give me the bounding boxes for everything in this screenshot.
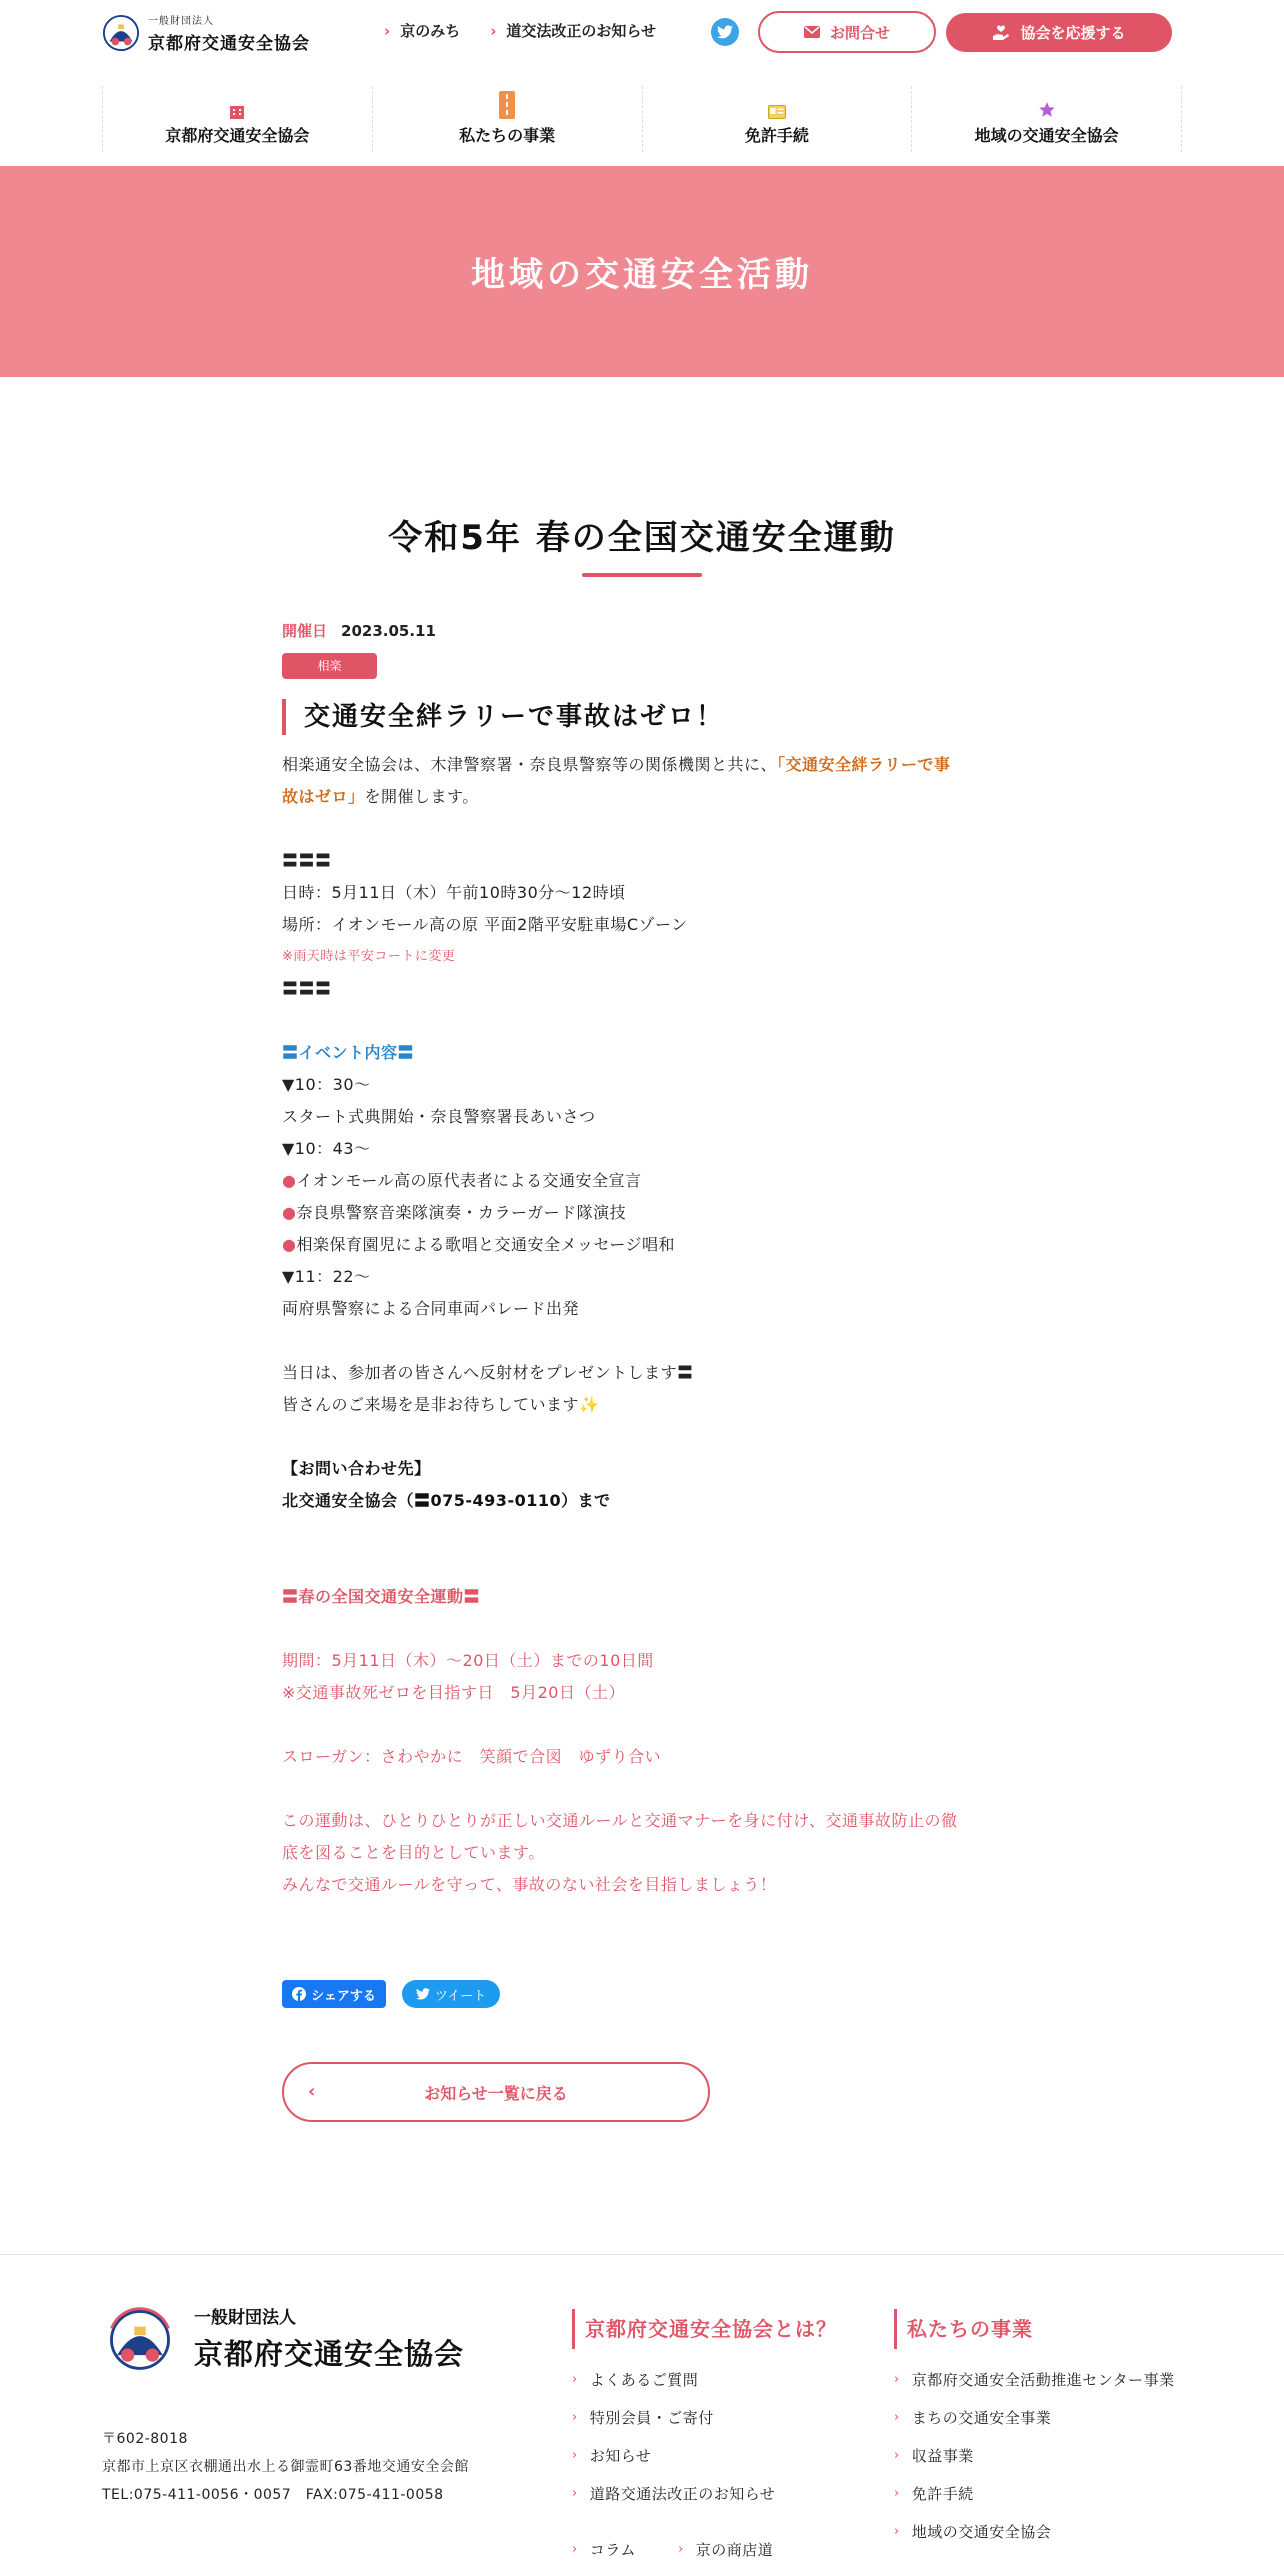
postal-code: 〒602-8018 [102, 2431, 188, 2447]
chevron-right-icon: › [572, 2410, 578, 2425]
footer-col-heading: 京都府交通安全協会とは？ [572, 2309, 837, 2349]
footer-col-heading: 私たちの事業 [894, 2309, 1175, 2349]
footer-logo[interactable] [102, 2299, 464, 2377]
footer-logo-subtitle: 一般財団法人 [194, 2308, 296, 2328]
footer-link-news[interactable] [572, 2437, 837, 2475]
toplink-kyo-no-michi[interactable] [384, 20, 460, 41]
campaign-purpose: この運動は、ひとりひとりが正しい交通ルールと交通マナーを身に付け、交通事故防止の徹 [282, 1811, 958, 1830]
spacer [282, 1709, 1002, 1741]
twitter-icon [416, 1988, 430, 2000]
chevron-right-icon: › [894, 2524, 900, 2539]
star-icon [1038, 93, 1056, 119]
spacer [282, 1517, 1002, 1549]
logo-title: 京都府交通安全協会 [148, 34, 310, 54]
present-text: 当日は、参加者の皆さんへ反射材をプレゼントします〓 [282, 1363, 694, 1382]
intro-line-2 [282, 781, 1002, 813]
footer-link-column[interactable] [572, 2531, 636, 2568]
support-label: 協会を応援する [1020, 24, 1126, 42]
footer-link-label: 京都府交通安全活動推進センター事業 [911, 2371, 1175, 2389]
schedule-time: ▼11：22～ [282, 1267, 371, 1286]
contact-button[interactable] [758, 11, 936, 53]
chevron-right-icon: › [384, 21, 391, 40]
inquiry-heading: 【お問い合わせ先】 [282, 1459, 431, 1478]
footer-col-about [572, 2309, 837, 2568]
schedule-time: ▼10：43～ [282, 1139, 371, 1158]
spacer [282, 1549, 1002, 1581]
nav-item-projects[interactable] [373, 86, 643, 152]
spacer [282, 813, 1002, 845]
campaign-purpose: 底を図ることを目的としています。 [282, 1843, 545, 1862]
global-nav [102, 86, 1182, 152]
chevron-right-icon: › [894, 2372, 900, 2387]
spring-campaign-heading: 〓春の全国交通安全運動〓 [282, 1587, 481, 1606]
building-icon [229, 93, 245, 119]
footer-link-label: お知らせ [589, 2447, 652, 2465]
footer-link-center[interactable] [894, 2361, 1175, 2399]
twitter-button[interactable] [711, 18, 739, 46]
invitation-text: 皆さんのご来場を是非お待ちしています✨ [282, 1395, 600, 1414]
campaign-zero-day: ※交通事故死ゼロを目指す日 5月20日（土） [282, 1683, 625, 1702]
spacer [282, 1773, 1002, 1805]
footer-link-label: 地域の交通安全協会 [911, 2523, 1052, 2541]
footer-link-label: まちの交通安全事業 [911, 2409, 1052, 2427]
support-button[interactable] [946, 13, 1172, 52]
nav-label: 地域の交通安全協会 [974, 125, 1119, 145]
area-tag[interactable]: 相楽 [282, 653, 377, 679]
event-date-row [282, 620, 1002, 641]
rain-note: ※雨天時は平安コートに変更 [282, 949, 456, 964]
event-name-highlight: 故はゼロ」 [282, 787, 365, 806]
phone-fax: TEL:075-411-0056・0057 FAX:075-411-0058 [102, 2487, 444, 2503]
facebook-share-label: シェアする [311, 1988, 376, 2004]
nav-item-local-associations[interactable] [912, 86, 1182, 152]
event-date-label: 開催日 [282, 622, 328, 640]
footer-link-membership[interactable] [572, 2399, 837, 2437]
intro-text: 相楽通安全協会は、木津警察署・奈良県警察等の関係機関と共に、 [282, 755, 778, 774]
spacer [282, 1325, 1002, 1357]
footer-link-license[interactable] [894, 2475, 1175, 2513]
bullet-icon: ● [282, 1171, 297, 1190]
spacer [282, 1421, 1002, 1453]
title-underline [582, 573, 702, 577]
top-bar [0, 0, 1284, 64]
separator: 〓〓〓 [282, 979, 332, 998]
separator: 〓〓〓 [282, 851, 332, 870]
article-heading: 交通安全絆ラリーで事故はゼロ！ [282, 699, 1002, 735]
road-icon [497, 93, 517, 119]
chevron-right-icon: › [572, 2448, 578, 2463]
footer-link-faq[interactable] [572, 2361, 837, 2399]
campaign-period: 期間：5月11日（木）～20日（土）までの10日間 [282, 1651, 654, 1670]
schedule-item: 両府県警察による合同車両パレード出発 [282, 1299, 580, 1318]
hand-heart-icon [992, 25, 1010, 41]
twitter-share-label: ツイート [434, 1988, 487, 2004]
schedule-bullet [282, 1229, 1002, 1261]
bullet-icon: ● [282, 1203, 297, 1222]
kyoto-ankyo-badge-icon [102, 2299, 178, 2377]
event-content-heading: 〓イベント内容〓 [282, 1043, 415, 1062]
hero-banner [0, 166, 1284, 377]
nav-item-association[interactable] [103, 86, 373, 152]
facebook-icon [292, 1987, 306, 2001]
spacer [282, 1613, 1002, 1645]
article-text [282, 749, 1002, 1901]
footer-col-projects [894, 2309, 1175, 2551]
campaign-call-to-action: みんなで交通ルールを守って、事故のない社会を目指しましょう！ [282, 1875, 777, 1894]
footer-link-revenue[interactable] [894, 2437, 1175, 2475]
footer-link-town-safety[interactable] [894, 2399, 1175, 2437]
event-place: 場所：イオンモール高の原 平面2階平安駐車場Cゾーン [282, 915, 688, 934]
footer-link-label: 道路交通法改正のお知らせ [589, 2485, 776, 2503]
footer-address [102, 2425, 469, 2509]
bullet-text: 奈良県警察音楽隊演奏・カラーガード隊演技 [296, 1203, 627, 1222]
bullet-icon: ● [282, 1235, 297, 1254]
twitter-icon [717, 25, 733, 39]
event-datetime: 日時：5月11日（木）午前10時30分～12時頃 [282, 883, 626, 902]
bullet-text: イオンモール高の原代表者による交通安全宣言 [296, 1171, 642, 1190]
footer-link-label: コラム [589, 2541, 637, 2559]
chevron-right-icon: › [572, 2486, 578, 2501]
schedule-item: スタート式典開始・奈良警察署長あいさつ [282, 1107, 596, 1126]
footer-link-label: 収益事業 [911, 2447, 974, 2465]
schedule-bullet [282, 1165, 1002, 1197]
contact-label: お問合せ [829, 23, 890, 42]
article-body [282, 620, 1002, 1901]
license-card-icon [768, 93, 786, 119]
back-label: お知らせ一覧に戻る [424, 2083, 568, 2103]
nav-item-license[interactable] [643, 86, 913, 152]
back-to-news-button[interactable] [282, 2062, 710, 2122]
envelope-icon [804, 26, 820, 38]
chevron-right-icon: › [572, 2542, 578, 2557]
footer-link-label: 特別会員・ご寄付 [589, 2409, 714, 2427]
chevron-right-icon: › [572, 2372, 578, 2387]
site-logo[interactable] [102, 12, 310, 54]
article-title: 令和5年 春の全国交通安全運動 [388, 518, 896, 558]
footer [0, 2254, 1284, 2568]
footer-link-law-revision[interactable] [572, 2475, 837, 2513]
nav-label: 免許手続 [744, 125, 809, 145]
event-date: 2023.05.11 [341, 622, 436, 640]
chevron-left-icon: ‹ [308, 2081, 316, 2102]
spacer [282, 1005, 1002, 1037]
schedule-time: ▼10：30～ [282, 1075, 371, 1094]
inquiry-contact: 北交通安全協会（〓075-493-0110）まで [282, 1491, 611, 1510]
toplink-label: 京のみち [400, 22, 461, 40]
footer-logo-title: 京都府交通安全協会 [194, 2337, 465, 2371]
footer-link-label: よくあるご質問 [589, 2371, 699, 2389]
intro-suffix: を開催します。 [364, 787, 479, 806]
footer-link-local[interactable] [894, 2513, 1175, 2551]
chevron-right-icon: › [894, 2410, 900, 2425]
kyoto-ankyo-badge-icon [102, 13, 140, 53]
logo-subtitle: 一般財団法人 [148, 16, 214, 27]
intro-line-1 [282, 749, 1002, 781]
footer-link-label: 免許手続 [911, 2485, 974, 2503]
hero-title: 地域の交通安全活動 [471, 255, 813, 295]
footer-link-shops[interactable] [678, 2531, 773, 2568]
chevron-right-icon: › [894, 2486, 900, 2501]
footer-link-label: 京の商店道 [695, 2541, 774, 2559]
share-buttons [282, 1980, 500, 2008]
schedule-bullet [282, 1197, 1002, 1229]
facebook-share-button[interactable] [282, 1980, 386, 2008]
nav-label: 京都府交通安全協会 [165, 125, 310, 145]
twitter-share-button[interactable] [402, 1980, 500, 2008]
chevron-right-icon: › [894, 2448, 900, 2463]
chevron-right-icon: › [490, 21, 497, 40]
campaign-slogan: スローガン：さわやかに 笑顔で合図 ゆずり合い [282, 1747, 662, 1766]
nav-label: 私たちの事業 [459, 125, 556, 145]
toplink-label: 道交法改正のお知らせ [506, 22, 656, 40]
event-name-highlight: 「交通安全絆ラリーで事 [777, 755, 951, 774]
street-address: 京都市上京区衣棚通出水上る御霊町63番地交通安全会館 [102, 2459, 469, 2475]
bullet-text: 相楽保育園児による歌唱と交通安全メッセージ唱和 [296, 1235, 676, 1254]
chevron-right-icon: › [678, 2542, 684, 2557]
toplink-law-revision[interactable] [490, 20, 656, 41]
